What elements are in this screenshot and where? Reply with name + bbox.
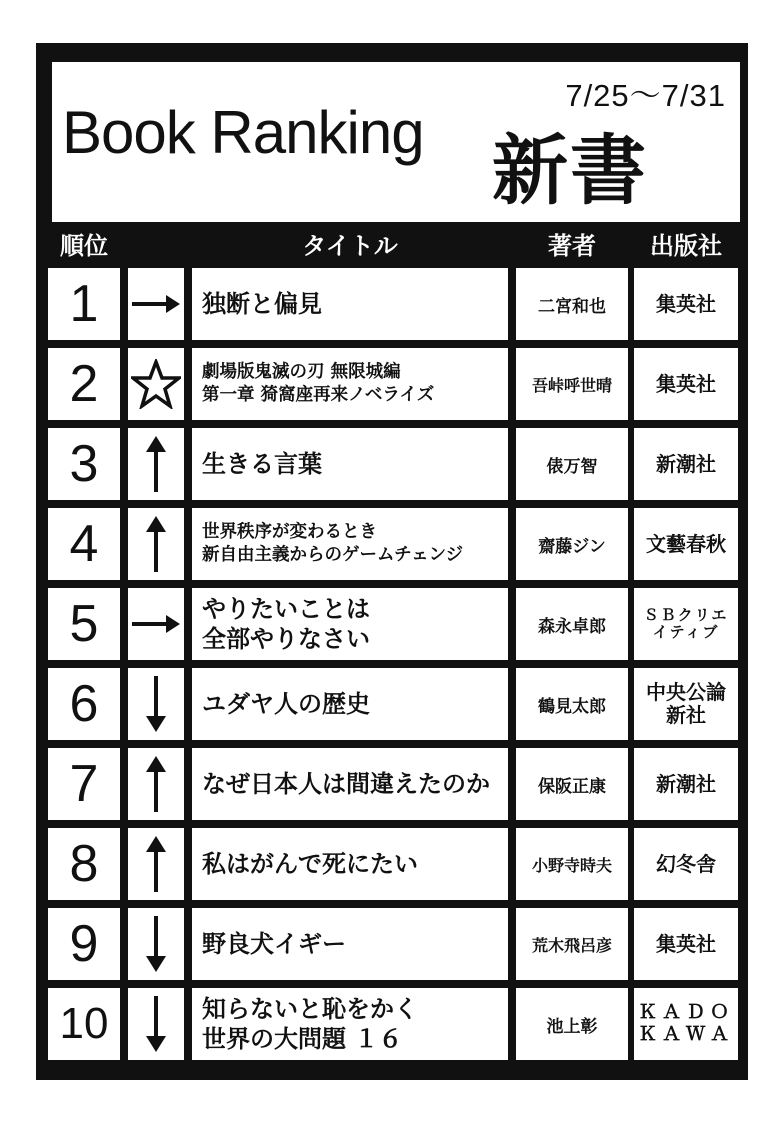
- book-title-line: 劇場版鬼滅の刃 無限城編: [202, 362, 401, 383]
- book-title-line: 野良犬イギー: [202, 930, 346, 958]
- author-name: 小野寺時夫: [516, 828, 628, 900]
- table-row: [48, 908, 738, 980]
- star-icon: [128, 348, 184, 420]
- rank-number: 5: [48, 588, 120, 660]
- rank-number: 8: [48, 828, 120, 900]
- publisher-name: 新潮社: [634, 748, 738, 820]
- book-title-line: 生きる言葉: [202, 450, 322, 478]
- author-name: 齋藤ジン: [516, 508, 628, 580]
- rank-number: 1: [48, 268, 120, 340]
- date-range: 7/25〜7/31: [565, 78, 726, 113]
- up-arrow-icon: [128, 828, 184, 900]
- table-row: [48, 508, 738, 580]
- book-title-line: 知らないと恥をかく: [202, 995, 418, 1023]
- table-row: [48, 828, 738, 900]
- book-title: [192, 348, 508, 420]
- table-row: [48, 988, 738, 1060]
- rank-number: 10: [48, 988, 120, 1060]
- table-row: [48, 588, 738, 660]
- publisher-name: 集英社: [634, 268, 738, 340]
- publisher-name: ＳＢクリエ イティブ: [634, 588, 738, 660]
- down-arrow-icon: [128, 668, 184, 740]
- author-name: 俵万智: [516, 428, 628, 500]
- book-title: [192, 988, 508, 1060]
- book-title: [192, 428, 508, 500]
- book-title-line: 世界の大問題 １６: [202, 1025, 403, 1053]
- book-title: [192, 908, 508, 980]
- book-title: [192, 748, 508, 820]
- up-arrow-icon: [128, 428, 184, 500]
- book-title: [192, 668, 508, 740]
- column-header-author: 著者: [548, 232, 596, 260]
- rank-number: 2: [48, 348, 120, 420]
- book-title-line: 全部やりなさい: [202, 625, 370, 653]
- book-title-line: なぜ日本人は間違えたのか: [202, 770, 490, 798]
- header-box: [52, 62, 740, 222]
- publisher-name: 中央公論 新社: [634, 668, 738, 740]
- column-header-rank: 順位: [60, 232, 108, 260]
- column-header-publisher: 出版社: [650, 232, 722, 260]
- author-name: 森永卓郎: [516, 588, 628, 660]
- up-arrow-icon: [128, 508, 184, 580]
- rank-number: 7: [48, 748, 120, 820]
- right-arrow-icon: [128, 588, 184, 660]
- book-title-line: 新自由主義からのゲームチェンジ: [202, 545, 464, 565]
- down-arrow-icon: [128, 988, 184, 1060]
- author-name: 吾峠呼世晴: [516, 348, 628, 420]
- publisher-name: 文藝春秋: [634, 508, 738, 580]
- book-title: [192, 588, 508, 660]
- book-title: [192, 828, 508, 900]
- down-arrow-icon: [128, 908, 184, 980]
- rank-number: 3: [48, 428, 120, 500]
- table-row: [48, 268, 738, 340]
- book-title-line: やりたいことは: [202, 595, 370, 623]
- rank-number: 4: [48, 508, 120, 580]
- rank-number: 6: [48, 668, 120, 740]
- publisher-name: 集英社: [634, 348, 738, 420]
- column-header-title: タイトル: [302, 232, 398, 260]
- table-row: [48, 668, 738, 740]
- author-name: 保阪正康: [516, 748, 628, 820]
- publisher-name: 幻冬舎: [634, 828, 738, 900]
- author-name: 鶴見太郎: [516, 668, 628, 740]
- table-row: [48, 428, 738, 500]
- table-row: [48, 348, 738, 420]
- book-title-line: 私はがんで死にたい: [202, 850, 418, 878]
- book-title-line: 第一章 猗窩座再来ノベライズ: [202, 385, 435, 405]
- publisher-name: 新潮社: [634, 428, 738, 500]
- book-title: [192, 508, 508, 580]
- author-name: 荒木飛呂彦: [516, 908, 628, 980]
- page-title-japanese: 新書: [492, 126, 648, 215]
- book-title: [192, 268, 508, 340]
- up-arrow-icon: [128, 748, 184, 820]
- author-name: 池上彰: [516, 988, 628, 1060]
- page-title-english: Book Ranking: [62, 99, 424, 166]
- table-row: [48, 748, 738, 820]
- book-title-line: 独断と偏見: [202, 290, 322, 318]
- right-arrow-icon: [128, 268, 184, 340]
- author-name: 二宮和也: [516, 268, 628, 340]
- book-title-line: ユダヤ人の歴史: [202, 690, 370, 718]
- publisher-name: ＫＡＤＯ ＫＡＷＡ: [634, 988, 738, 1060]
- rank-number: 9: [48, 908, 120, 980]
- publisher-name: 集英社: [634, 908, 738, 980]
- book-title-line: 世界秩序が変わるとき: [202, 522, 377, 543]
